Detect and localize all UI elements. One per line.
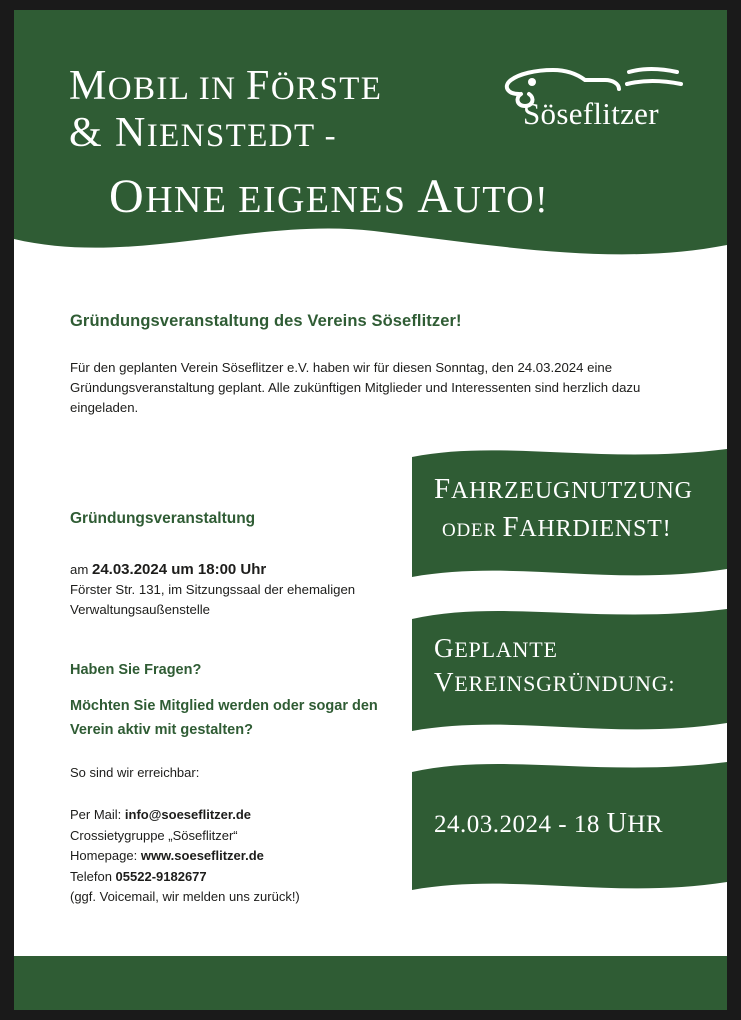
soeseflitzer-logo [501, 58, 691, 144]
banner-1-line-2 [442, 511, 671, 544]
banner-3-line-1 [434, 808, 663, 840]
event-datetime-line [70, 560, 400, 580]
contact-block [70, 805, 410, 908]
title-line-1-cap2: F [246, 63, 271, 109]
intro-paragraph: Für den geplanten Verein Söseflitzer e.V. haben wir für diesen Sonntag, den 24.03.2024 eine Gründungsveranstaltung geplant. Alle zukünftigen Mitglieder und Interessenten sind herzlich dazu eingeladen. [70, 360, 641, 415]
banner-1-line-1-cap: F [434, 473, 451, 505]
banner-planned-founding [412, 605, 727, 739]
logo-wordmark: Söseflitzer [523, 96, 659, 131]
event-datetime-prefix: am [70, 562, 92, 577]
banner-2-line-2 [434, 667, 675, 698]
section-heading-founding: Gründungsveranstaltung [70, 510, 256, 527]
banner-vehicle-use [412, 447, 727, 585]
poster-footer-bar [14, 956, 727, 1010]
banner-3-uhr-rest: HR [627, 811, 664, 838]
contact-note: (ggf. Voicemail, wir melden uns zurück!) [70, 889, 300, 904]
banner-2-line-1-cap: G [434, 633, 455, 663]
event-details [70, 560, 400, 620]
banner-1-line-2-rest: AHRDIENST! [519, 516, 672, 542]
header-wave-divider [14, 221, 727, 265]
question-heading-2: Möchten Sie Mitglied werden oder sogar den Verein aktiv mit gestalten? [70, 698, 378, 738]
banner-2-line-2-cap: V [434, 667, 455, 697]
contact-homepage-value: www.soeseflitzer.de [140, 848, 264, 863]
contact-homepage-label: Homepage: [70, 848, 141, 863]
question-heading-1: Haben Sie Fragen? [70, 662, 202, 678]
banner-1-line-1 [434, 473, 693, 506]
contact-phone-label: Telefon [70, 868, 116, 884]
poster [14, 10, 727, 1010]
event-location-line-1: Förster Str. 131, im Sitzungssaal der ehemaligen [70, 582, 356, 597]
title-line-3-rest: HNE EIGENES [145, 179, 418, 221]
title-line-3-cap: O [109, 170, 146, 223]
banner-2-line-1-rest: EPLANTE [454, 637, 558, 662]
event-subheading: Gründungsveranstaltung des Vereins Söseflitzer! [70, 312, 462, 330]
contact-phone-value: 05522-9182677 [115, 868, 207, 884]
contact-group: Crossietygruppe „Söseflitzer“ [70, 827, 238, 843]
title-line-1-rest2: ÖRSTE [270, 71, 383, 107]
title-line-3 [109, 172, 549, 225]
banner-1-line-1-rest: AHRZEUGNUTZUNG [450, 478, 693, 504]
banner-date-time [412, 758, 727, 898]
title-line-2 [69, 111, 549, 158]
banner-2-line-2-rest: EREINSGRÜNDUNG: [454, 671, 676, 696]
contact-mail-label: Per Mail: [70, 807, 125, 822]
title-line-1-cap: M [69, 63, 108, 109]
event-location-line-2: Verwaltungsaußenstelle [70, 602, 211, 617]
title-line-2-cap: & N [69, 110, 147, 156]
event-datetime: 24.03.2024 um 18:00 Uhr [91, 561, 267, 578]
contact-phone-line [70, 867, 410, 888]
banner-3-uhr-cap: U [606, 808, 628, 839]
title-line-1 [69, 64, 549, 111]
banner-1-line-2-cap: F [502, 511, 520, 543]
poster-header [14, 10, 727, 265]
title-line-1-rest: OBIL IN [107, 71, 247, 107]
banner-2-line-1 [434, 633, 558, 664]
title-line-2-rest: IENSTEDT - [146, 118, 337, 154]
contact-intro: So sind wir erreichbar: [70, 765, 200, 780]
contact-mail-line [70, 805, 410, 826]
contact-homepage-line [70, 846, 410, 867]
banner-1-line-2-oder: ODER [442, 520, 503, 541]
contact-mail-value: info@soeseflitzer.de [124, 807, 252, 822]
banner-3-date: 24.03.2024 - 18 [434, 811, 607, 838]
title-line-3-rest2: UTO! [453, 179, 550, 221]
poster-title [69, 64, 549, 225]
title-line-3-cap2: A [417, 170, 454, 223]
